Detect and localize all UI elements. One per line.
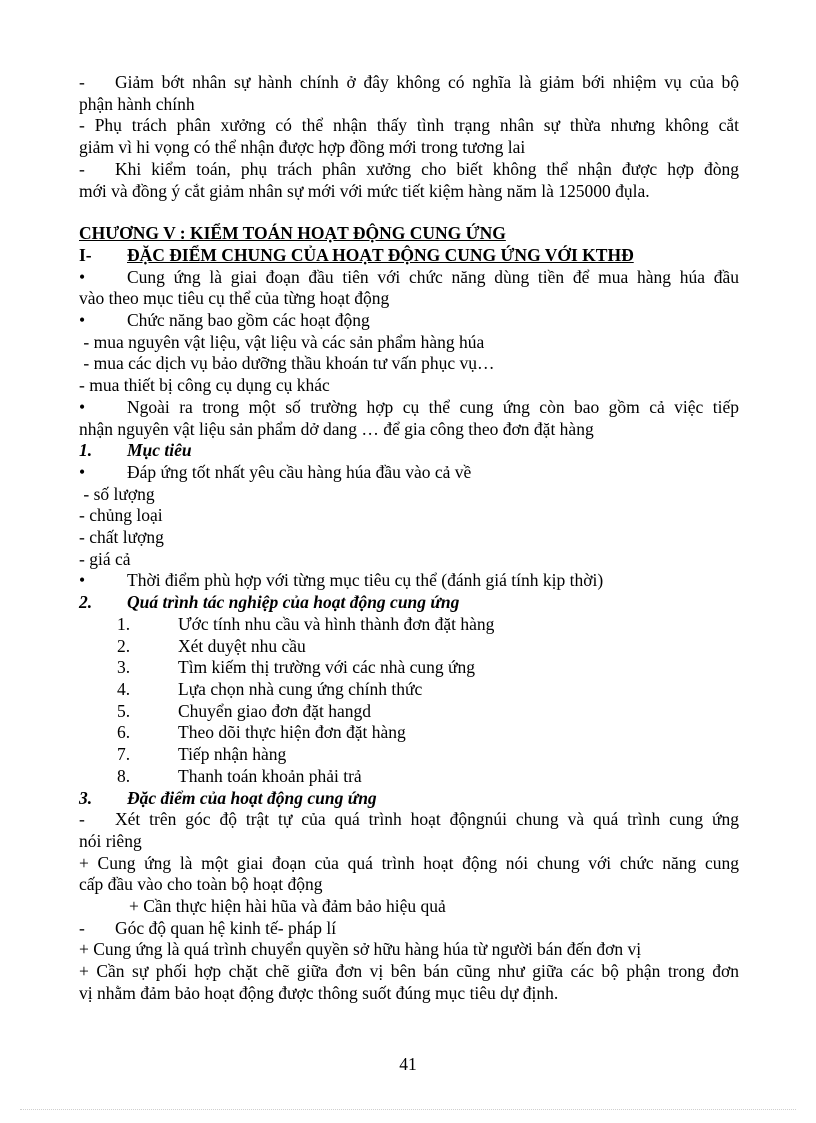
list-item bbox=[117, 744, 739, 766]
subsection-heading bbox=[79, 440, 739, 462]
subsection-title: Mục tiêu bbox=[127, 440, 192, 461]
list-number: 8. bbox=[117, 765, 131, 786]
paragraph-line: + Cần thực hiện hài hũa và đảm bảo hiệu quả bbox=[129, 896, 446, 917]
subsection-number: 1. bbox=[79, 440, 93, 461]
list-item bbox=[117, 657, 739, 679]
subsection-heading bbox=[79, 592, 739, 614]
subsection-title: Đặc điểm của hoạt động cung ứng bbox=[127, 787, 377, 808]
section-heading bbox=[79, 245, 739, 267]
dash-marker: - bbox=[79, 158, 85, 179]
bullet-line bbox=[79, 267, 739, 289]
subsection-title: Quá trình tác nghiệp của hoạt động cung ứng bbox=[127, 592, 460, 613]
paragraph-text: Xét trên góc độ trật tự của quá trình hoạt độngnúi chung và quá trình cung ứng bbox=[115, 809, 739, 830]
bullet-icon: • bbox=[79, 396, 86, 417]
paragraph-line: vị nhằm đảm bảo hoạt động được thông suốt đúng mục tiêu dự định. bbox=[79, 982, 559, 1003]
dash-line: - mua các dịch vụ bảo dưỡng thầu khoán tư vấn phục vụ… bbox=[79, 353, 495, 374]
list-text: Tiếp nhận hàng bbox=[178, 744, 287, 765]
bullet-text: Thời điểm phù hợp với từng mục tiêu cụ thể (đánh giá tính kịp thời) bbox=[127, 570, 604, 591]
page-number: 41 bbox=[399, 1054, 417, 1074]
dash-line bbox=[79, 918, 739, 940]
list-number: 4. bbox=[117, 678, 131, 699]
list-item bbox=[117, 614, 739, 636]
list-item bbox=[117, 766, 739, 788]
paragraph-text: Góc độ quan hệ kinh tế- pháp lí bbox=[115, 917, 337, 938]
spacer bbox=[79, 202, 739, 223]
dash-line: - chủng loại bbox=[79, 505, 163, 526]
bullet-icon: • bbox=[79, 461, 86, 482]
list-item bbox=[117, 722, 739, 744]
bullet-line bbox=[79, 310, 739, 332]
dash-marker: - bbox=[79, 72, 85, 92]
list-number: 3. bbox=[117, 657, 131, 678]
bullet-text: Chức năng bao gồm các hoạt động bbox=[127, 310, 370, 331]
list-item bbox=[117, 701, 739, 723]
paragraph-text: Khi kiểm toán, phụ trách phân xưởng cho biết không thể nhận được hợp đòng bbox=[115, 158, 739, 179]
paragraph-line: + Cần sự phối hợp chặt chẽ giữa đơn vị bên bán cũng như giữa các bộ phận trong đơn bbox=[79, 961, 739, 982]
list-text: Thanh toán khoản phải trả bbox=[178, 765, 362, 786]
paragraph-line: nhận nguyên vật liệu sản phẩm dở dang … để gia công theo đơn đặt hàng bbox=[79, 418, 594, 439]
paragraph-line: mới và đồng ý cắt giảm nhân sự mới với mức tiết kiệm hàng năm là 125000 đụla. bbox=[79, 180, 650, 201]
dash-marker: - bbox=[79, 809, 85, 830]
bullet-icon: • bbox=[79, 266, 86, 287]
subsection-heading bbox=[79, 788, 739, 810]
list-item bbox=[117, 679, 739, 701]
list-text: Tìm kiếm thị trường với các nhà cung ứng bbox=[178, 657, 475, 678]
subsection-number: 3. bbox=[79, 787, 93, 808]
numbered-list bbox=[79, 614, 739, 788]
bullet-text: Đáp ứng tốt nhất yêu cầu hàng húa đầu vào cả về bbox=[127, 461, 472, 482]
dash-line: - chất lượng bbox=[79, 527, 164, 548]
dash-marker: - bbox=[79, 917, 85, 938]
paragraph-line: nói riêng bbox=[79, 830, 142, 851]
chapter-title: CHƯƠNG V : KIỂM TOÁN HOẠT ĐỘNG CUNG ỨNG bbox=[79, 223, 506, 244]
paragraph-line bbox=[79, 159, 739, 181]
section-marker: I- bbox=[79, 244, 92, 265]
subsection-number: 2. bbox=[79, 592, 93, 613]
list-number: 5. bbox=[117, 700, 131, 721]
list-number: 6. bbox=[117, 722, 131, 743]
bullet-line bbox=[79, 397, 739, 419]
paragraph-line: - Phụ trách phân xưởng có thể nhận thấy tình trạng nhân sự thừa nhưng không cắt bbox=[79, 115, 739, 136]
paragraph-line bbox=[79, 72, 739, 94]
paragraph-line: giảm vì hi vọng có thể nhận được hợp đồng mới trong tương lai bbox=[79, 137, 526, 158]
list-text: Lựa chọn nhà cung ứng chính thức bbox=[178, 678, 423, 699]
list-number: 2. bbox=[117, 635, 131, 656]
paragraph-line: vào theo mục tiêu cụ thể của từng hoạt động bbox=[79, 288, 390, 309]
page-content bbox=[79, 72, 739, 1005]
paragraph-line: phận hành chính bbox=[79, 93, 195, 114]
paragraph-text: Giảm bớt nhân sự hành chính ở đây không có nghĩa là giảm bới nhiệm vụ của bộ bbox=[115, 72, 739, 92]
list-number: 1. bbox=[117, 613, 131, 634]
list-text: Xét duyệt nhu cầu bbox=[178, 635, 306, 656]
paragraph-line: + Cung ứng là một giai đoạn của quá trình hoạt động nói chung với chức năng cung bbox=[79, 852, 739, 873]
list-text: Theo dõi thực hiện đơn đặt hàng bbox=[178, 722, 406, 743]
bullet-icon: • bbox=[79, 570, 86, 591]
page-border-divider bbox=[20, 1109, 796, 1110]
bullet-line bbox=[79, 570, 739, 592]
list-item bbox=[117, 636, 739, 658]
paragraph-line: cấp đầu vào cho toàn bộ hoạt động bbox=[79, 874, 323, 895]
bullet-text: Cung ứng là giai đoạn đầu tiên với chức năng dùng tiền để mua hàng húa đầu bbox=[127, 266, 739, 287]
dash-line: - số lượng bbox=[79, 483, 155, 504]
section-title: ĐẶC ĐIỂM CHUNG CỦA HOẠT ĐỘNG CUNG ỨNG VỚI KTHĐ bbox=[127, 244, 634, 265]
list-text: Ước tính nhu cầu và hình thành đơn đặt hàng bbox=[178, 613, 495, 634]
bullet-icon: • bbox=[79, 310, 86, 331]
bullet-line bbox=[79, 462, 739, 484]
dash-line: - mua thiết bị công cụ dụng cụ khác bbox=[79, 375, 330, 396]
dash-line: - giá cả bbox=[79, 548, 131, 569]
bullet-text: Ngoài ra trong một số trường hợp cụ thể cung ứng còn bao gồm cả việc tiếp bbox=[127, 396, 739, 417]
list-number: 7. bbox=[117, 744, 131, 765]
paragraph-line: + Cung ứng là quá trình chuyển quyền sở hữu hàng húa từ người bán đến đơn vị bbox=[79, 939, 642, 960]
dash-line bbox=[79, 809, 739, 831]
dash-line: - mua nguyên vật liệu, vật liệu và các sản phẩm hàng húa bbox=[79, 331, 485, 352]
list-text: Chuyển giao đơn đặt hangd bbox=[178, 700, 371, 721]
